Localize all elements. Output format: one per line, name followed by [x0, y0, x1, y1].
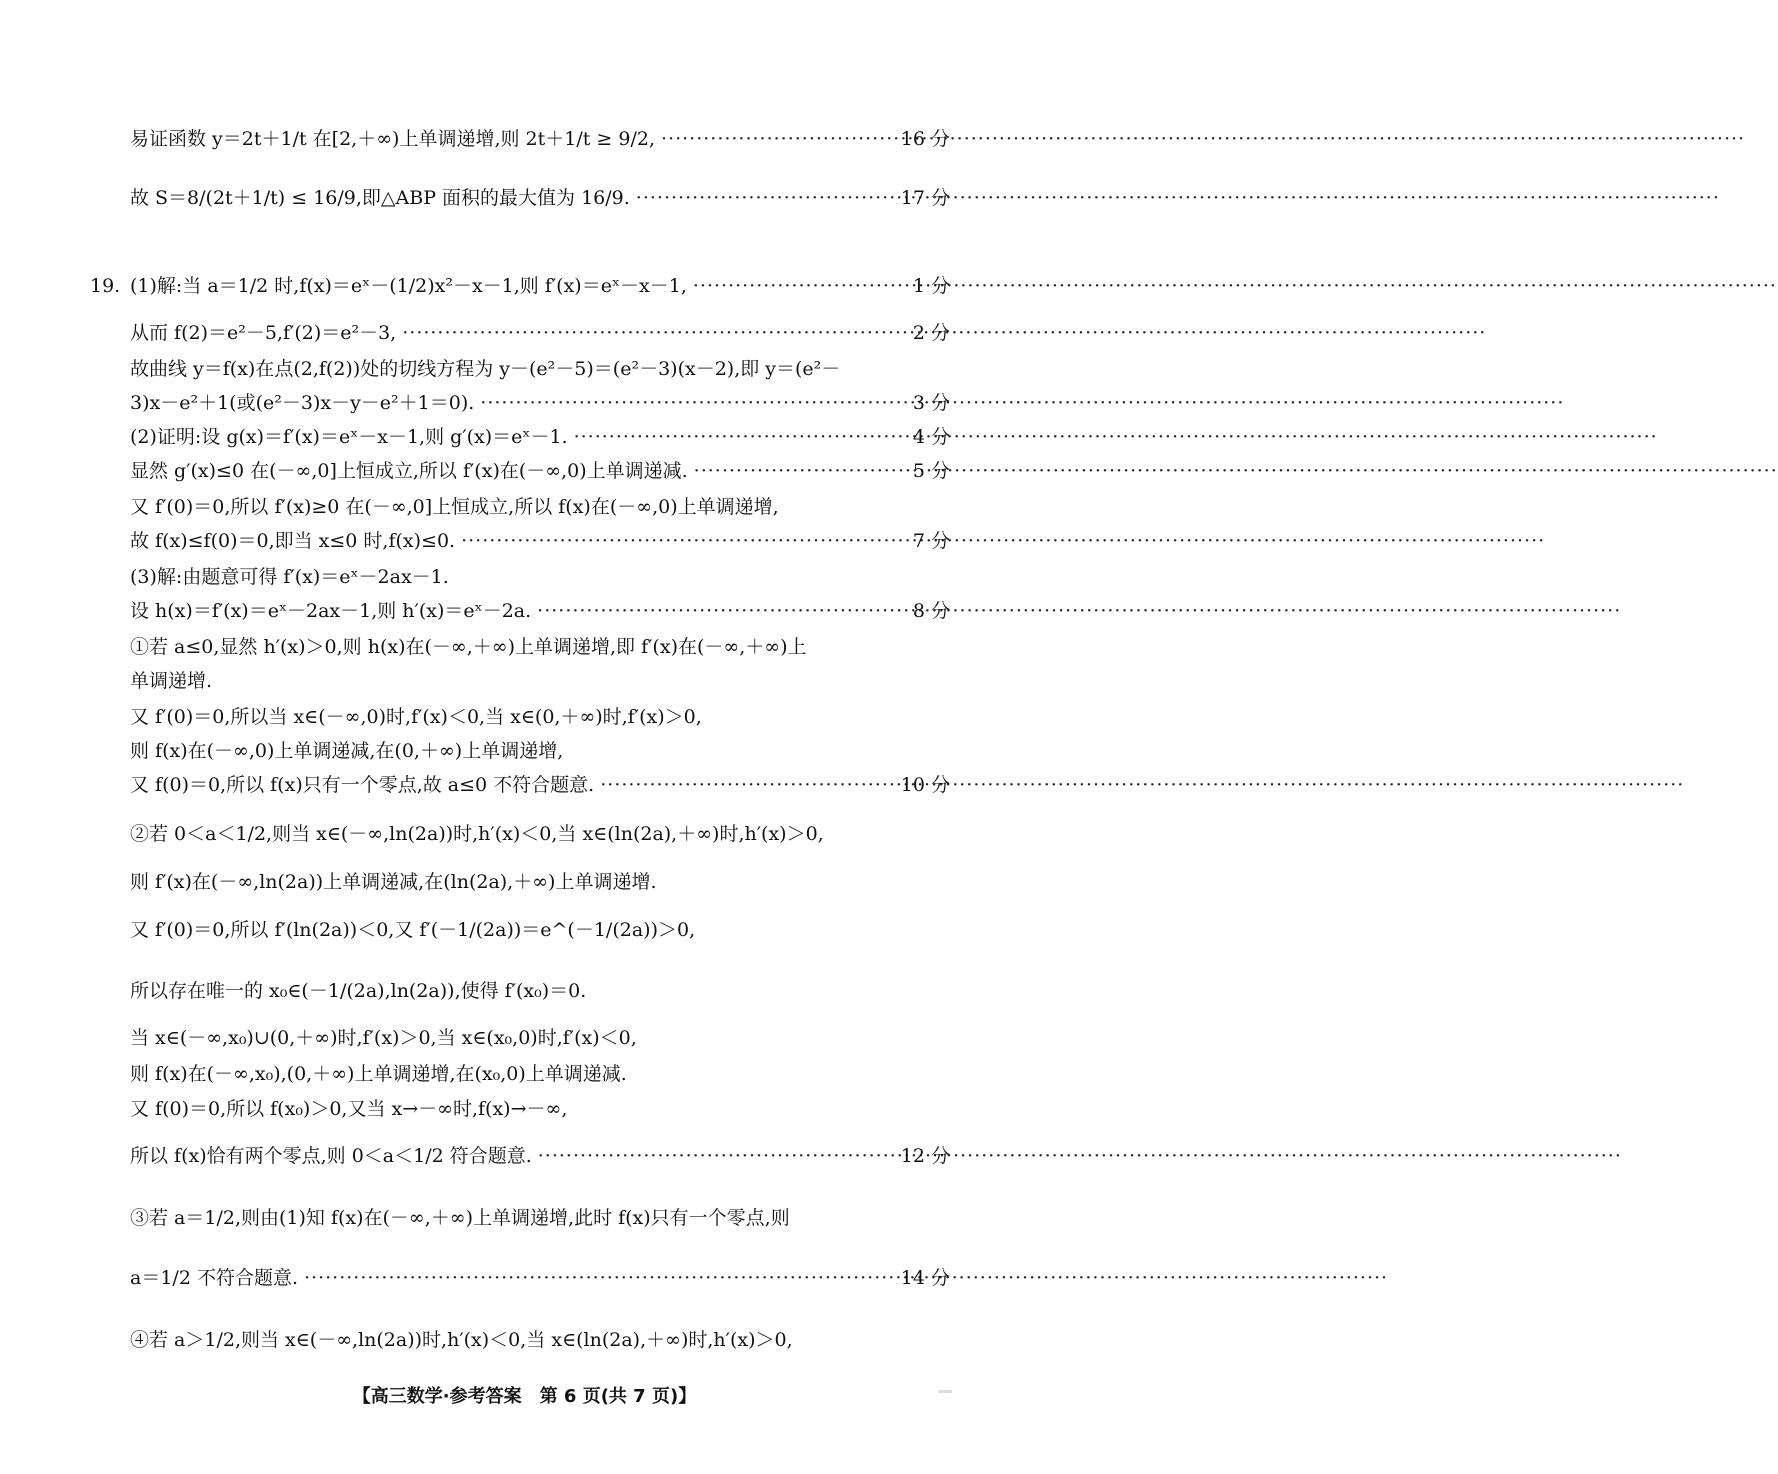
answer-line [130, 185, 950, 211]
leader-dots [694, 458, 907, 484]
score-label: 14 分 [900, 1267, 950, 1289]
leader-dots [402, 320, 907, 346]
line-text: 则 f(x)在(－∞,0)上单调递减,在(0,＋∞)上单调递增, [130, 740, 564, 762]
answer-line [130, 704, 950, 730]
line-text: a＝1/2 不符合题意. [130, 1267, 298, 1289]
leader-dots [693, 273, 907, 299]
line-text: ④若 a＞1/2,则当 x∈(－∞,ln(2a))时,h′(x)＜0,当 x∈(ln(2a),＋∞)时,h′(x)＞0, [130, 1329, 793, 1351]
score-label: 3 分 [912, 392, 950, 414]
line-text: 从而 f(2)＝e²－5,f′(2)＝e²－3, [130, 322, 397, 344]
score-label: 4 分 [912, 426, 950, 448]
answer-line [130, 458, 950, 484]
line-text: 3)x－e²＋1(或(e²－3)x－y－e²＋1＝0). [130, 392, 475, 414]
answer-line [130, 564, 950, 590]
answer-line [130, 869, 950, 895]
score-label: 7 分 [912, 530, 950, 552]
line-text: ②若 0＜a＜1/2,则当 x∈(－∞,ln(2a))时,h′(x)＜0,当 x∈(ln(2a),＋∞)时,h′(x)＞0, [130, 823, 824, 845]
page-footer: 【高三数学·参考答案 第 6 页(共 7 页)】 [352, 1386, 697, 1407]
answer-line [130, 273, 950, 299]
line-text: 故 f(x)≤f(0)＝0,即当 x≤0 时,f(x)≤0. [130, 530, 456, 552]
answer-line [130, 1205, 950, 1231]
answer-line [130, 1096, 950, 1122]
line-text: 故曲线 y＝f(x)在点(2,f(2))处的切线方程为 y－(e²－5)＝(e²－3)(x－2),即 y＝(e²－ [130, 358, 841, 380]
line-text: 显然 g′(x)≤0 在(－∞,0]上恒成立,所以 f′(x)在(－∞,0)上单调递减. [130, 460, 688, 482]
problem-number: 19. [90, 275, 121, 297]
score-label: 12 分 [900, 1145, 950, 1167]
score-label: 1 分 [912, 275, 950, 297]
answer-line [130, 772, 950, 798]
score-label: 17 分 [900, 187, 950, 209]
leader-dots [480, 390, 907, 416]
leader-dots [537, 598, 907, 624]
answer-line [130, 126, 950, 152]
answer-line [130, 1265, 950, 1291]
answer-line [130, 668, 950, 694]
answer-line [130, 1061, 950, 1087]
line-text: 又 f′(0)＝0,所以当 x∈(－∞,0)时,f′(x)＜0,当 x∈(0,＋∞)时,f′(x)＞0, [130, 706, 702, 728]
line-text: 设 h(x)＝f′(x)＝eˣ－2ax－1,则 h′(x)＝eˣ－2a. [130, 600, 532, 622]
answer-line [130, 320, 950, 346]
score-label: 2 分 [912, 322, 950, 344]
line-text: (1)解:当 a＝1/2 时,f(x)＝eˣ－(1/2)x²－x－1,则 f′(x)＝eˣ－x－1, [130, 275, 687, 297]
leader-dots [600, 772, 895, 798]
line-text: 易证函数 y＝2t＋1/t 在[2,＋∞)上单调递增,则 2t＋1/t ≥ 9/2, [130, 128, 655, 150]
score-label: 16 分 [900, 128, 950, 150]
answer-line [130, 978, 950, 1004]
answer-line [130, 634, 950, 660]
answer-line [130, 424, 950, 450]
answer-line [130, 528, 950, 554]
answer-line [130, 390, 950, 416]
leader-dots [538, 1143, 895, 1169]
answer-line [130, 356, 950, 382]
line-text: 又 f′(0)＝0,所以 f′(ln(2a))＜0,又 f′(－1/(2a))＝e^(－1/(2a))＞0, [130, 919, 696, 941]
line-text: 又 f′(0)＝0,所以 f′(x)≥0 在(－∞,0]上恒成立,所以 f(x)在(－∞,0)上单调递增, [130, 496, 779, 518]
leader-dots [661, 126, 895, 152]
answer-line [130, 821, 950, 847]
answer-line [130, 1143, 950, 1169]
score-label: 10 分 [900, 774, 950, 796]
line-text: 又 f(0)＝0,所以 f(x)只有一个零点,故 a≤0 不符合题意. [130, 774, 595, 796]
line-text: (2)证明:设 g(x)＝f′(x)＝eˣ－x－1,则 g′(x)＝eˣ－1. [130, 426, 568, 448]
line-text: (3)解:由题意可得 f′(x)＝eˣ－2ax－1. [130, 566, 449, 588]
line-text: 单调递增. [130, 670, 213, 692]
score-label: 8 分 [912, 600, 950, 622]
line-text: 当 x∈(－∞,x₀)∪(0,＋∞)时,f′(x)＞0,当 x∈(x₀,0)时,f′(x)＜0, [130, 1027, 637, 1049]
line-text: 故 S＝8/(2t＋1/t) ≤ 16/9,即△ABP 面积的最大值为 16/9. [130, 187, 630, 209]
line-text: 所以存在唯一的 x₀∈(－1/(2a),ln(2a)),使得 f′(x₀)＝0. [130, 980, 587, 1002]
answer-line [130, 917, 950, 943]
line-text: ③若 a＝1/2,则由(1)知 f(x)在(－∞,＋∞)上单调递增,此时 f(x)只有一个零点,则 [130, 1207, 790, 1229]
line-text: 则 f(x)在(－∞,x₀),(0,＋∞)上单调递增,在(x₀,0)上单调递减. [130, 1063, 627, 1085]
answer-line [130, 494, 950, 520]
line-text: ①若 a≤0,显然 h′(x)＞0,则 h(x)在(－∞,＋∞)上单调递增,即 f′(x)在(－∞,＋∞)上 [130, 636, 807, 658]
line-text: 又 f(0)＝0,所以 f(x₀)＞0,又当 x→－∞时,f(x)→－∞, [130, 1098, 568, 1120]
score-label: 5 分 [912, 460, 950, 482]
answer-line [130, 738, 950, 764]
leader-dots [636, 185, 895, 211]
answer-line [130, 1025, 950, 1051]
answer-line [130, 1327, 950, 1353]
leader-dots [304, 1265, 895, 1291]
leader-dots [461, 528, 907, 554]
line-text: 所以 f(x)恰有两个零点,则 0＜a＜1/2 符合题意. [130, 1145, 532, 1167]
line-text: 则 f′(x)在(－∞,ln(2a))上单调递减,在(ln(2a),＋∞)上单调递增. [130, 871, 657, 893]
leader-dots [574, 424, 907, 450]
answer-line [130, 598, 950, 624]
scan-speck [938, 1390, 952, 1393]
